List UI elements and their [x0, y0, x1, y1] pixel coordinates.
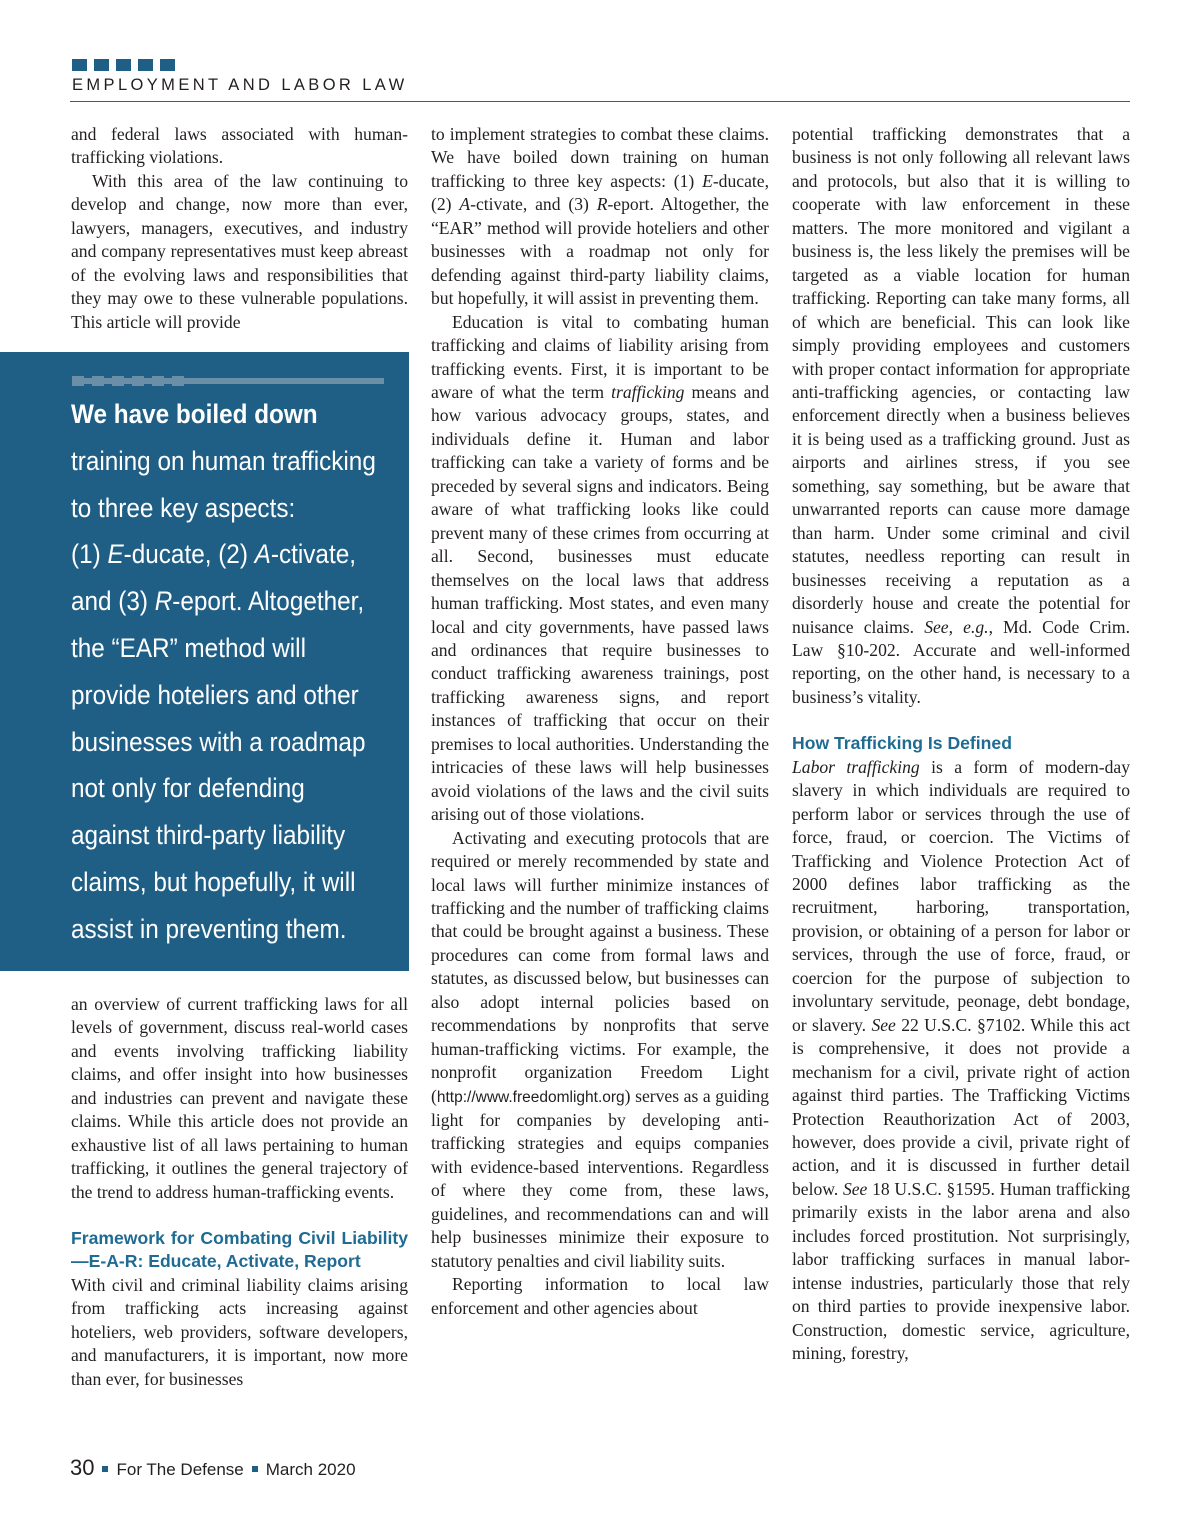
paragraph: With this area of the law continuing to develop and change, now more than ever, lawyers, managers, executives, and industry and company representatives must keep abreast of the evolving laws and responsibilities that they may owe to these vulnerable populations. This article will provide — [71, 170, 408, 332]
pull-quote-lead: We have boiled down — [71, 399, 318, 429]
pull-quote-square-icon — [72, 376, 84, 386]
paragraph: to implement strategies to combat these claims. We have boiled down training on human trafficking to three key aspects: (1) E-ducate, (2) A-ctivate, and (3) R-eport. Altogether, the “EAR” method will provide hoteliers and other businesses with a roadmap not only for defending against third-party liability claims, but hopefully, it will assist in preventing them. — [431, 124, 769, 309]
paragraph: Reporting information to local law enforcement and other agencies about — [431, 1274, 769, 1318]
column-1-bottom — [71, 993, 408, 1391]
pull-quote-square-icon — [112, 376, 124, 386]
header-rule — [70, 101, 1130, 102]
header-square-icon — [160, 59, 175, 71]
pull-quote-line: provide hoteliers and other — [71, 679, 359, 710]
publication-name: For The Defense — [116, 1460, 244, 1479]
paragraph: Labor trafficking is a form of modern-day slavery in which individuals are required to perform labor or services through the use of force, fraud, or coercion. The Victims of Trafficking and Violence Protection Act of 2000 defines labor trafficking as the recruitment, harboring, transportation, provision, or obtaining of a person for labor or services, through the use of force, fraud, or coercion for the purpose of subjection to involuntary servitude, peonage, debt bondage, or slavery. See 22 U.S.C. §7102. While this act is comprehensive, it does not provide a mechanism for a civil, private right of action against third parties. The Trafficking Victims Protection Reauthorization Act of 2003, however, does provide a civil, private right of action, and it is discussed in further detail below. See 18 U.S.C. §1595. Human trafficking primarily exists in the labor arena and also includes forced prostitution. Not surprisingly, labor trafficking surfaces in manual labor-intense industries, particularly those that rely on third parties to provide inexpensive labor. Construction, domestic service, agriculture, mining, forestry, — [792, 756, 1130, 1364]
page-number: 30 — [70, 1455, 95, 1480]
pull-quote-line: assist in preventing them. — [71, 913, 347, 944]
pull-quote-square-icon — [152, 376, 164, 386]
header-square-icon — [94, 59, 109, 71]
pull-quote-line: and (3) R-eport. Altogether, — [71, 586, 365, 617]
pull-quote-line: the “EAR” method will — [71, 632, 306, 663]
pull-quote-line: to three key aspects: — [71, 492, 296, 523]
header-square-icon — [72, 59, 87, 71]
column-1-top — [71, 123, 408, 334]
column-2 — [431, 123, 769, 1320]
column-3 — [792, 123, 1130, 1366]
paragraph: Education is vital to combating human trafficking and claims of liability arising from trafficking events. First, it is important to be aware of what the term trafficking means and how various advocacy groups, states, and individuals define it. Human and labor trafficking can take a variety of forms and be preceded by several signs and indicators. Being aware of what trafficking looks like could prevent many of these crimes from occurring at all. Second, businesses must educate themselves on the local laws that address human trafficking. Most states, and even many local and city governments, have passed laws and ordinances that require businesses to conduct trafficking awareness trainings, post trafficking awareness signs, and report instances of trafficking that occur on their premises to local authorities. Understanding the intricacies of these laws will help businesses avoid violations of the laws and the civil suits arising out of those violations. — [431, 311, 769, 825]
footer-bullet-icon — [252, 1466, 258, 1472]
pull-quote-square-icon — [172, 376, 184, 386]
section-heading: How Trafficking Is Defined — [792, 733, 1012, 754]
pull-quote-line: training on human trafficking — [71, 445, 376, 476]
header-square-icon — [116, 59, 131, 71]
footer-bullet-icon — [102, 1466, 108, 1472]
pull-quote-square-icon — [132, 376, 144, 386]
pull-quote-line: (1) E-ducate, (2) A-ctivate, — [71, 539, 356, 570]
paragraph: and federal laws associated with human-trafficking violations. — [71, 124, 408, 168]
page-footer — [70, 1455, 356, 1481]
header-square-icon — [138, 59, 153, 71]
pull-quote-line: not only for defending — [71, 773, 305, 804]
pull-quote-line: businesses with a roadmap — [71, 726, 366, 757]
section-title: EMPLOYMENT AND LABOR LAW — [72, 76, 408, 94]
pull-quote-line: claims, but hopefully, it will — [71, 866, 356, 897]
paragraph: an overview of current trafficking laws for all levels of government, discuss real-world cases and events involving trafficking liability claims, and offer insight into how businesses and industries can prevent and navigate these claims. While this article does not provide an exhaustive list of all laws pertaining to human trafficking, it outlines the general trajectory of the trend to address human-trafficking events. — [71, 994, 408, 1202]
section-heading: Framework for Combating Civil Liability—E-A-R: Educate, Activate, Report — [71, 1228, 408, 1272]
pull-quote-text — [71, 391, 376, 953]
paragraph: With civil and criminal liability claims arising from trafficking acts increasing against hoteliers, web providers, software developers, and manufacturers, it is important, now more than ever, for businesses — [71, 1274, 408, 1389]
freedom-light-link[interactable]: http://www.freedomlight.org — [436, 1088, 625, 1106]
paragraph: potential trafficking demonstrates that a business is not only following all relevant laws and protocols, but also that it is willing to cooperate with law enforcement in these matters. The more monitored and vigilant a business is, the less likely the premises will be targeted as a viable location for human trafficking. Reporting can take many forms, all of which are beneficial. This can look like simply providing employees and customers with proper contact information for appropriate anti-trafficking agencies, or contacting law enforcement directly when a business believes it is being used as a trafficking ground. Just as airports and airlines stress, if you see something, say something, but be aware that unwarranted reports can cause more damage than harm. Under some criminal and civil statutes, needless reporting can result in businesses receiving a reputation as a disorderly house and create the potential for nuisance claims. See, e.g., Md. Code Crim. Law §10-202. Accurate and well-informed reporting, on the other hand, is necessary to a business’s vitality. — [792, 124, 1130, 707]
paragraph: Activating and executing protocols that are required or merely recommended by state and local laws will further minimize instances of trafficking and the number of trafficking claims that could be brought against a business. These procedures can come from formal laws and statutes, as discussed below, but businesses can also adopt internal policies based on recommendations by nonprofits that serve human-trafficking victims. For example, the nonprofit organization Freedom Light (http://www.freedomlight.org) serves as a guiding light for companies by developing anti-trafficking strategies and equips companies with evidence-based interventions. Regardless of where they come from, these laws, guidelines, and recommendations can and will help businesses minimize their exposure to statutory penalties and civil liability suits. — [431, 827, 769, 1271]
pull-quote-line: against third-party liability — [71, 820, 346, 851]
issue-date: March 2020 — [265, 1460, 356, 1479]
pull-quote-square-icon — [92, 376, 104, 386]
